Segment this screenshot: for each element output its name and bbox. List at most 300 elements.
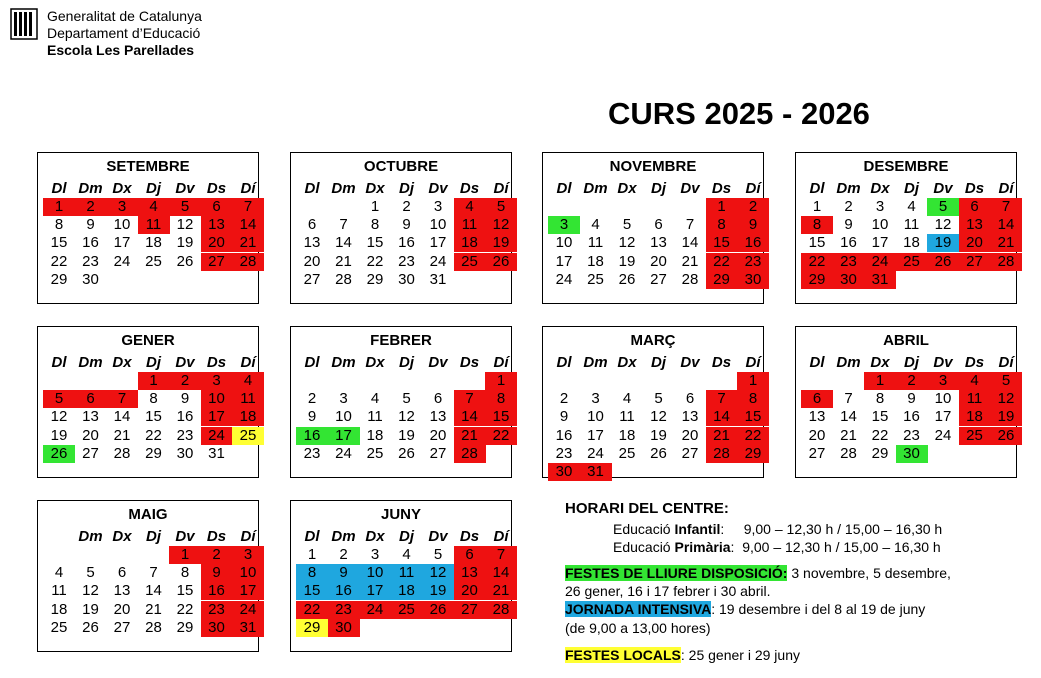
calendar-day: 3 bbox=[927, 372, 959, 390]
calendar-day: 17 bbox=[934, 408, 952, 426]
primaria-prefix: Educació bbox=[613, 539, 675, 555]
calendar-day: 1 bbox=[812, 198, 822, 215]
jornada-label: JORNADA INTENSIVA bbox=[565, 601, 712, 617]
calendar-day: 7 bbox=[844, 390, 853, 408]
weekday-header: Dj bbox=[399, 354, 414, 371]
weekday-header: Dx bbox=[365, 180, 385, 197]
calendar-day: 22 bbox=[706, 253, 738, 271]
calendar-day: 27 bbox=[113, 618, 131, 636]
month-febrer bbox=[290, 326, 512, 478]
calendar-day: 17 bbox=[328, 427, 360, 445]
calendar-day: 13 bbox=[113, 582, 131, 600]
calendar-day: 7 bbox=[706, 390, 738, 408]
calendar-day: 20 bbox=[959, 234, 991, 252]
weekday-header: Dv bbox=[428, 354, 448, 371]
calendar-day: 6 bbox=[307, 216, 317, 234]
calendar-day: 29 bbox=[871, 444, 889, 462]
calendar-day: 28 bbox=[454, 445, 486, 463]
calendar-day: 29 bbox=[801, 271, 833, 289]
calendar-day: 23 bbox=[833, 253, 865, 271]
calendar-day: 16 bbox=[201, 582, 233, 600]
calendar-day: 30 bbox=[737, 271, 769, 289]
school-name: Escola Les Parellades bbox=[47, 42, 195, 58]
calendar-day: 19 bbox=[422, 582, 454, 600]
weekday-header: Dí bbox=[998, 180, 1014, 197]
calendar-day: 31 bbox=[580, 463, 612, 481]
weekday-header: Dm bbox=[331, 354, 356, 371]
calendar-day: 2 bbox=[844, 198, 853, 215]
calendar-day: 25 bbox=[145, 252, 162, 270]
calendar-day: 1 bbox=[864, 372, 896, 390]
calendar-day: 8 bbox=[706, 216, 738, 234]
calendar-day: 24 bbox=[429, 252, 447, 270]
calendar-day: 25 bbox=[896, 253, 928, 271]
calendar-day: 19 bbox=[82, 600, 99, 618]
calendar-day: 23 bbox=[303, 444, 321, 462]
calendar-day: 7 bbox=[454, 390, 486, 408]
calendar-day: 2 bbox=[559, 390, 569, 408]
calendar-day: 18 bbox=[454, 234, 486, 252]
calendar-day: 28 bbox=[335, 270, 352, 288]
calendar-day: 2 bbox=[201, 546, 233, 564]
calendar-day: 19 bbox=[927, 234, 959, 252]
calendar-day: 1 bbox=[138, 372, 170, 390]
calendar-day: 12 bbox=[82, 582, 99, 600]
calendar-day: 3 bbox=[591, 390, 600, 408]
calendar-day: 7 bbox=[485, 546, 517, 564]
calendar-day: 10 bbox=[359, 564, 391, 582]
calendar-day: 16 bbox=[903, 408, 920, 426]
weekday-header: Dm bbox=[78, 528, 103, 545]
calendar-day: 26 bbox=[176, 252, 194, 270]
calendar-day: 22 bbox=[871, 426, 889, 444]
calendar-day: 17 bbox=[871, 234, 889, 252]
calendar-day: 28 bbox=[840, 444, 857, 462]
calendar-day: 2 bbox=[307, 390, 317, 408]
calendar-day: 12 bbox=[650, 408, 667, 426]
calendar-day: 25 bbox=[391, 601, 423, 619]
weekday-header: Ds bbox=[964, 180, 985, 197]
month-title: NOVEMBRE bbox=[609, 158, 697, 175]
calendar-day: 24 bbox=[335, 444, 352, 462]
calendar-day: 10 bbox=[934, 390, 952, 408]
calendar-day: 12 bbox=[990, 390, 1022, 408]
calendar-day: 5 bbox=[927, 198, 959, 216]
weekday-header: Dl bbox=[304, 528, 320, 545]
calendar-day: 30 bbox=[176, 444, 194, 462]
calendar-day: 11 bbox=[367, 408, 383, 426]
calendar-day: 28 bbox=[485, 601, 517, 619]
calendar-day: 20 bbox=[808, 426, 826, 444]
calendar-day: 12 bbox=[485, 216, 517, 234]
weekday-header: Dl bbox=[51, 354, 67, 371]
calendar-day: 17 bbox=[232, 582, 264, 600]
month-març bbox=[542, 326, 764, 478]
calendar-day: 11 bbox=[51, 582, 67, 600]
month-title: MARÇ bbox=[630, 332, 676, 349]
primaria-label: Primària bbox=[674, 539, 731, 555]
calendar-day: 12 bbox=[50, 408, 68, 426]
calendar-day: 7 bbox=[232, 198, 264, 216]
weekday-header: Dí bbox=[998, 354, 1014, 371]
calendar-day: 14 bbox=[681, 234, 699, 252]
weekday-header: Dí bbox=[493, 180, 509, 197]
weekday-header: Ds bbox=[206, 528, 227, 545]
calendar-day: 18 bbox=[232, 408, 264, 426]
calendar-day: 12 bbox=[618, 234, 636, 252]
calendar-day: 24 bbox=[232, 601, 264, 619]
weekday-header: Ds bbox=[206, 180, 227, 197]
calendar-day: 26 bbox=[927, 253, 959, 271]
calendar-day: 15 bbox=[50, 234, 68, 252]
calendar-day: 8 bbox=[149, 390, 158, 408]
calendar-day: 21 bbox=[335, 252, 352, 270]
month-abril bbox=[795, 326, 1017, 478]
calendar-day: 4 bbox=[54, 564, 64, 582]
jornada-line bbox=[565, 601, 925, 617]
weekday-header: Dí bbox=[745, 354, 761, 371]
calendar-day: 15 bbox=[176, 582, 194, 600]
calendar-day: 29 bbox=[296, 619, 328, 637]
calendar-day: 8 bbox=[370, 216, 380, 234]
festes-lliure-label: FESTES DE LLIURE DISPOSICIÓ: bbox=[565, 565, 788, 581]
calendar-day: 29 bbox=[366, 270, 384, 288]
calendar-day: 20 bbox=[201, 234, 233, 252]
calendar-day: 20 bbox=[681, 426, 699, 444]
calendar-day: 3 bbox=[433, 198, 443, 215]
calendar-day: 14 bbox=[113, 408, 131, 426]
calendar-day: 13 bbox=[201, 216, 233, 234]
calendar-day: 22 bbox=[485, 427, 517, 445]
weekday-header: Dv bbox=[175, 354, 195, 371]
calendar-day: 5 bbox=[433, 546, 443, 563]
calendar-day: 15 bbox=[145, 408, 162, 426]
calendar-day: 8 bbox=[485, 390, 517, 408]
weekday-header: Dj bbox=[904, 180, 919, 197]
calendar-day: 17 bbox=[429, 234, 447, 252]
calendar-day: 13 bbox=[650, 234, 667, 252]
weekday-header: Dí bbox=[240, 354, 256, 371]
calendar-day: 19 bbox=[650, 426, 667, 444]
calendar-day: 21 bbox=[681, 252, 699, 270]
jornada-text1: : 19 desembre i del 8 al 19 de juny bbox=[711, 601, 926, 617]
calendar-day: 30 bbox=[82, 270, 99, 288]
calendar-day: 27 bbox=[681, 444, 699, 462]
calendar-day: 21 bbox=[113, 426, 131, 444]
calendar-day: 8 bbox=[54, 216, 64, 234]
calendar-day: 11 bbox=[391, 564, 423, 582]
calendar-day: 5 bbox=[485, 198, 517, 216]
weekday-header: Dl bbox=[51, 180, 67, 197]
calendar-day: 25 bbox=[454, 253, 486, 271]
calendar-day: 19 bbox=[990, 408, 1022, 426]
month-title: OCTUBRE bbox=[363, 158, 439, 175]
calendar-day: 6 bbox=[433, 390, 443, 408]
weekday-header: Dm bbox=[78, 354, 103, 371]
calendar-day: 22 bbox=[801, 253, 833, 271]
calendar-day: 23 bbox=[328, 601, 360, 619]
calendar-day: 22 bbox=[50, 252, 68, 270]
weekday-header: Dj bbox=[651, 354, 666, 371]
weekday-header: Dl bbox=[304, 180, 320, 197]
calendar-day: 1 bbox=[485, 372, 517, 390]
calendar-day: 13 bbox=[808, 408, 826, 426]
weekday-header: Dm bbox=[583, 354, 608, 371]
month-title: SETEMBRE bbox=[106, 158, 190, 175]
calendar-day: 20 bbox=[650, 252, 667, 270]
calendar-day: 27 bbox=[959, 253, 991, 271]
weekday-header: Dj bbox=[399, 180, 414, 197]
calendar-day: 9 bbox=[737, 216, 769, 234]
calendar-day: 4 bbox=[454, 198, 486, 216]
calendar-day: 10 bbox=[201, 390, 233, 408]
generalitat-logo-icon bbox=[10, 8, 38, 40]
festes-locals-line bbox=[565, 647, 800, 663]
weekday-header: Ds bbox=[711, 180, 732, 197]
weekday-header: Dx bbox=[365, 528, 385, 545]
calendar-day: 10 bbox=[871, 216, 889, 234]
calendar-day: 8 bbox=[801, 216, 833, 234]
calendar-day: 10 bbox=[335, 408, 352, 426]
calendar-day: 9 bbox=[844, 216, 853, 234]
calendar-day: 20 bbox=[429, 426, 447, 444]
calendar-day: 5 bbox=[654, 390, 663, 408]
calendar-day: 21 bbox=[706, 427, 738, 445]
calendar-day: 14 bbox=[454, 408, 486, 426]
calendar-day: 29 bbox=[145, 444, 162, 462]
weekday-header: Dl bbox=[556, 354, 572, 371]
calendar-day: 2 bbox=[169, 372, 201, 390]
calendar-day: 26 bbox=[398, 444, 415, 462]
weekday-header: Dm bbox=[583, 180, 608, 197]
calendar-day: 7 bbox=[106, 390, 138, 408]
calendar-day: 13 bbox=[454, 564, 486, 582]
month-setembre bbox=[37, 152, 259, 304]
calendar-day: 3 bbox=[106, 198, 138, 216]
calendar-day: 4 bbox=[370, 390, 380, 408]
calendar-day: 27 bbox=[808, 444, 826, 462]
calendar-day: 1 bbox=[43, 198, 75, 216]
calendar-day: 19 bbox=[618, 252, 636, 270]
calendar-day: 20 bbox=[113, 600, 131, 618]
calendar-day: 16 bbox=[82, 234, 99, 252]
calendar-day: 11 bbox=[138, 216, 170, 234]
weekday-header: Dx bbox=[617, 354, 637, 371]
calendar-day: 31 bbox=[232, 619, 264, 637]
calendar-day: 8 bbox=[875, 390, 885, 408]
calendar-day: 15 bbox=[485, 408, 517, 426]
weekday-header: Dj bbox=[399, 528, 414, 545]
weekday-header: Dm bbox=[331, 528, 356, 545]
infantil-prefix: Educació bbox=[613, 521, 675, 537]
calendar-day: 30 bbox=[201, 619, 233, 637]
calendar-day: 19 bbox=[176, 234, 194, 252]
calendar-day: 22 bbox=[737, 427, 769, 445]
calendar-day: 26 bbox=[618, 270, 636, 288]
calendar-day: 7 bbox=[990, 198, 1022, 216]
weekday-header: Dí bbox=[240, 180, 256, 197]
calendar-day: 28 bbox=[681, 270, 699, 288]
calendar-day: 9 bbox=[402, 216, 411, 234]
calendar-day: 4 bbox=[622, 390, 632, 408]
calendar-day: 12 bbox=[398, 408, 415, 426]
calendar-day: 14 bbox=[232, 216, 264, 234]
calendar-day: 28 bbox=[706, 445, 738, 463]
calendar-day: 29 bbox=[50, 270, 68, 288]
infantil-line bbox=[613, 521, 942, 537]
calendar-day: 23 bbox=[201, 601, 233, 619]
calendar-day: 10 bbox=[429, 216, 447, 234]
calendar-day: 5 bbox=[402, 390, 411, 408]
calendar-day: 6 bbox=[685, 390, 695, 408]
calendar-day: 17 bbox=[587, 426, 604, 444]
calendar-day: 22 bbox=[145, 426, 162, 444]
weekday-header: Dv bbox=[175, 180, 195, 197]
weekday-header: Dx bbox=[112, 180, 132, 197]
primaria-line bbox=[613, 539, 941, 555]
calendar-day: 10 bbox=[113, 216, 131, 234]
calendar-day: 24 bbox=[864, 253, 896, 271]
calendar-day: 4 bbox=[591, 216, 600, 234]
month-novembre bbox=[542, 152, 764, 304]
calendar-day: 5 bbox=[169, 198, 201, 216]
calendar-day: 11 bbox=[587, 234, 604, 252]
weekday-header: Dx bbox=[112, 528, 132, 545]
calendar-day: 3 bbox=[232, 546, 264, 564]
weekday-header: Dl bbox=[809, 354, 825, 371]
calendar-day: 29 bbox=[737, 445, 769, 463]
weekday-header: Dx bbox=[870, 354, 890, 371]
weekday-header: Dl bbox=[304, 354, 320, 371]
weekday-header: Dm bbox=[331, 180, 356, 197]
calendar-day: 23 bbox=[398, 252, 415, 270]
calendar-day: 9 bbox=[180, 390, 190, 408]
calendar-day: 1 bbox=[706, 198, 738, 216]
jornada-text2: (de 9,00 a 13,00 hores) bbox=[565, 620, 711, 636]
weekday-header: Dj bbox=[146, 528, 161, 545]
calendar-day: 21 bbox=[232, 234, 264, 252]
calendar-day: 20 bbox=[303, 252, 321, 270]
calendar-day: 7 bbox=[685, 216, 695, 234]
calendar-day: 16 bbox=[328, 582, 360, 600]
calendar-day: 25 bbox=[587, 270, 604, 288]
weekday-header: Ds bbox=[459, 354, 480, 371]
calendar-day: 1 bbox=[169, 546, 201, 564]
calendar-day: 31 bbox=[429, 270, 447, 288]
calendar-day: 12 bbox=[934, 216, 952, 234]
calendar-day: 4 bbox=[138, 198, 170, 216]
calendar-day: 24 bbox=[201, 427, 233, 445]
weekday-header: Ds bbox=[459, 180, 480, 197]
weekday-header: Dv bbox=[680, 354, 700, 371]
calendar-day: 15 bbox=[808, 234, 826, 252]
calendar-day: 27 bbox=[303, 270, 321, 288]
calendar-day: 27 bbox=[454, 601, 486, 619]
calendar-day: 16 bbox=[176, 408, 194, 426]
weekday-header: Dv bbox=[175, 528, 195, 545]
calendar-day: 2 bbox=[339, 546, 348, 563]
weekday-header: Dv bbox=[933, 180, 953, 197]
weekday-header: Dj bbox=[651, 180, 666, 197]
calendar-day: 24 bbox=[555, 270, 573, 288]
primaria-hours: : 9,00 – 12,30 h / 15,00 – 16,30 h bbox=[730, 539, 941, 555]
calendar-day: 18 bbox=[366, 426, 384, 444]
weekday-header: Ds bbox=[711, 354, 732, 371]
calendar-day: 21 bbox=[454, 427, 486, 445]
calendar-day: 24 bbox=[113, 252, 131, 270]
festes-locals-label: FESTES LOCALS bbox=[565, 647, 681, 663]
calendar-day: 3 bbox=[201, 372, 233, 390]
calendar-day: 13 bbox=[959, 216, 991, 234]
calendar-day: 5 bbox=[43, 390, 75, 408]
month-maig bbox=[37, 500, 259, 652]
calendar-day: 15 bbox=[737, 408, 769, 426]
calendar-day: 15 bbox=[296, 582, 328, 600]
calendar-day: 25 bbox=[959, 427, 991, 445]
calendar-day: 12 bbox=[422, 564, 454, 582]
calendar-day: 10 bbox=[232, 564, 264, 582]
calendar-day: 22 bbox=[366, 252, 384, 270]
header-line-1: Generalitat de Catalunya bbox=[47, 8, 202, 24]
calendar-day: 17 bbox=[201, 408, 233, 426]
weekday-header: Dm bbox=[78, 180, 103, 197]
calendar-day: 8 bbox=[180, 564, 190, 582]
festes-locals-text: : 25 gener i 29 juny bbox=[680, 647, 800, 663]
weekday-header: Dv bbox=[428, 180, 448, 197]
calendar-day: 10 bbox=[587, 408, 604, 426]
calendar-day: 4 bbox=[959, 372, 991, 390]
calendar-day: 30 bbox=[548, 463, 580, 481]
calendar-day: 28 bbox=[232, 253, 264, 271]
calendar-day: 18 bbox=[618, 426, 636, 444]
calendar-day: 14 bbox=[145, 582, 162, 600]
calendar-day: 13 bbox=[82, 408, 99, 426]
calendar-day: 24 bbox=[587, 444, 604, 462]
weekday-header: Dv bbox=[428, 528, 448, 545]
calendar-day: 9 bbox=[201, 564, 233, 582]
month-title: ABRIL bbox=[883, 332, 929, 349]
calendar-day: 21 bbox=[840, 426, 857, 444]
calendar-day: 15 bbox=[871, 408, 889, 426]
calendar-day: 11 bbox=[619, 408, 635, 426]
calendar-day: 21 bbox=[990, 234, 1022, 252]
calendar-day: 30 bbox=[896, 445, 928, 463]
month-title: FEBRER bbox=[370, 332, 432, 349]
calendar-day: 26 bbox=[422, 601, 454, 619]
calendar-day: 19 bbox=[485, 234, 517, 252]
calendar-day: 18 bbox=[50, 600, 68, 618]
calendar-day: 16 bbox=[555, 426, 573, 444]
month-title: JUNY bbox=[380, 506, 421, 523]
calendar-day: 23 bbox=[737, 253, 769, 271]
calendar-day: 27 bbox=[429, 444, 447, 462]
calendar-day: 12 bbox=[176, 216, 194, 234]
calendar-day: 28 bbox=[113, 444, 131, 462]
calendar-day: 20 bbox=[454, 582, 486, 600]
calendar-day: 14 bbox=[706, 408, 738, 426]
calendar-day: 6 bbox=[201, 198, 233, 216]
weekday-header: Dx bbox=[870, 180, 890, 197]
weekday-header: Dm bbox=[836, 354, 861, 371]
calendar-day: 5 bbox=[990, 372, 1022, 390]
calendar-day: 18 bbox=[391, 582, 423, 600]
calendar-day: 2 bbox=[75, 198, 107, 216]
calendar-day: 30 bbox=[833, 271, 865, 289]
calendar-day: 7 bbox=[149, 564, 158, 582]
calendar-day: 8 bbox=[296, 564, 328, 582]
calendar-day: 25 bbox=[366, 444, 384, 462]
calendar-day: 4 bbox=[232, 372, 264, 390]
